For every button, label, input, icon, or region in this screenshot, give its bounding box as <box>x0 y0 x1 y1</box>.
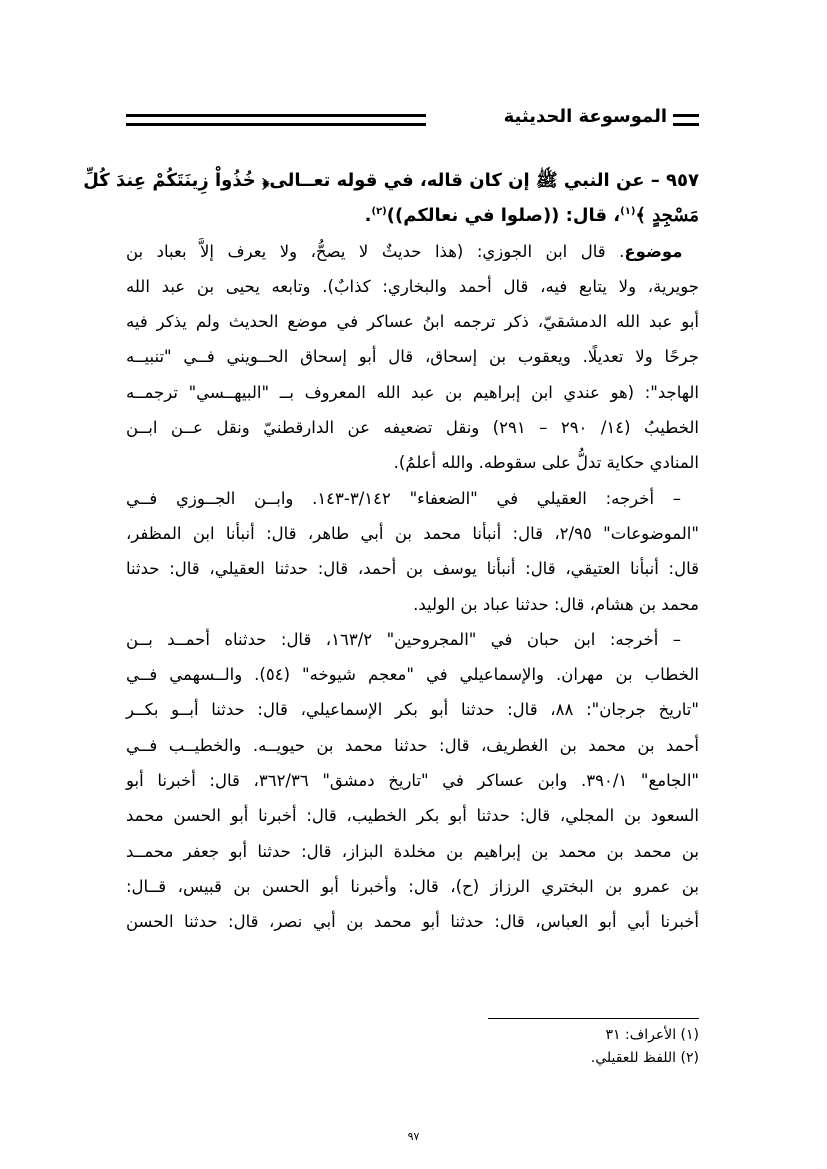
takhrij-line: – أخرجه: العقيلي في "الضعفاء" ٣/١٤٢-١٤٣. وابــن الجــوزي فــي <box>126 488 681 508</box>
text-line: الخطاب بن مهران. والإسماعيلي في "معجم شيوخه" (٥٤). والــسهمي فــي <box>126 665 699 685</box>
text-line: بن عمرو بن البختري الرزاز (ح)، قال: وأخبرنا أبو الحسن بن قبيس، قــال: <box>126 876 699 896</box>
hadith-heading-line-2 <box>126 198 699 233</box>
text-line: "الجامع" ٣٩٠/١. وابن عساكر في "تاريخ دمشق" ٣٦٢/٣٦، قال: أخبرنا أبو <box>126 771 699 791</box>
footnote-ref-1: (١) <box>620 206 636 218</box>
hadith-heading-line-1: ٩٥٧ – عن النبي ﷺ إن كان قاله، في قوله تعــالى﴿ خُذُواْ زِينَتَكُمْ عِندَ كُلِّ <box>83 170 699 191</box>
hadith-text: ، قال: ((صلوا في نعالكم)) <box>386 205 621 227</box>
text-line: محمد بن هشام، قال: حدثنا عباد بن الوليد. <box>413 594 699 614</box>
footnote-separator <box>488 1018 699 1019</box>
text-line: أحمد بن محمد بن الغطريف، قال: حدثنا محمد بن حيويــه. والخطيــب فــي <box>126 735 699 755</box>
text-line: أخبرنا أبي أبو العباس، قال: حدثنا أبو محمد بن أبي نصر، قال: حدثنا الحسن <box>126 912 699 932</box>
text-line: الهاجد": (هو عندي ابن إبراهيم بن عبد الله المعروف بــ "البيهــسي" ترجمــه <box>126 382 699 402</box>
verdict-text: . قال ابن الجوزي: (هذا حديثٌ لا يصحُّ، ولا يعرف إلاَّ بعباد بن <box>126 241 625 261</box>
verdict-label: موضوع <box>624 241 683 261</box>
text-line: "تاريخ جرجان": ٨٨، قال: حدثنا أبو بكر الإسماعيلي، قال: حدثنا أبــو بكــر <box>126 700 699 720</box>
period: . <box>364 205 372 227</box>
takhrij-line: – أخرجه: ابن حبان في "المجروحين" ١٦٣/٢، قال: حدثناه أحمــد بــن <box>126 629 681 649</box>
text-line: قال: أنبأنا العتيقي، قال: أنبأنا يوسف بن أحمد، قال: حدثنا العقيلي، قال: حدثنا <box>126 559 699 579</box>
header-rule-right <box>673 114 699 126</box>
quran-verse-end: مَسْجِدٍ ﴾ <box>635 205 699 227</box>
footnote-2: (٢) اللفظ للعقيلي. <box>590 1050 699 1066</box>
text-line: جويرية، ولا يتابع فيه، قال أحمد والبخاري: كذابٌ). وتابعه يحيى بن عبد الله <box>126 276 699 296</box>
text-line: جرحًا ولا تعديلًا. ويعقوب بن إسحاق، قال أبو إسحاق الحــويني فــي "تنبيــه <box>126 347 699 367</box>
text-line: المنادي حكاية تدلُّ على سقوطه. والله أعلمُ). <box>393 453 699 473</box>
header-title: الموسوعة الحديثية <box>503 106 667 127</box>
running-header <box>126 108 699 132</box>
footnotes <box>399 1024 699 1070</box>
verdict-line <box>126 234 699 269</box>
footnote-1: (١) الأعراف: ٣١ <box>605 1027 699 1043</box>
text-line: أبو عبد الله الدمشقيّ، ذكر ترجمه ابنُ عساكر في موضع الحديث ولم يذكر فيه <box>126 312 699 332</box>
header-rule-left <box>126 114 426 126</box>
text-line: "الموضوعات" ٢/٩٥، قال: أنبأنا محمد بن أبي طاهر، قال: أنبأنا ابن المظفر، <box>126 523 699 543</box>
text-line: الخطيبُ (١٤/ ٢٩٠ – ٢٩١) ونقل تضعيفه عن الدارقطنيّ ونقل عــن ابــن <box>126 418 699 438</box>
text-line: بن محمد بن محمد بن إبراهيم بن مخلدة البزاز، قال: حدثنا أبو جعفر محمــد <box>126 841 699 861</box>
text-line: السعود بن المجلي، قال: حدثنا أبو بكر الخطيب، قال: أخبرنا أبو الحسن محمد <box>126 806 699 826</box>
page-number: ٩٧ <box>407 1130 420 1143</box>
page-body <box>83 163 699 940</box>
footnote-ref-2: (٢) <box>371 206 387 218</box>
